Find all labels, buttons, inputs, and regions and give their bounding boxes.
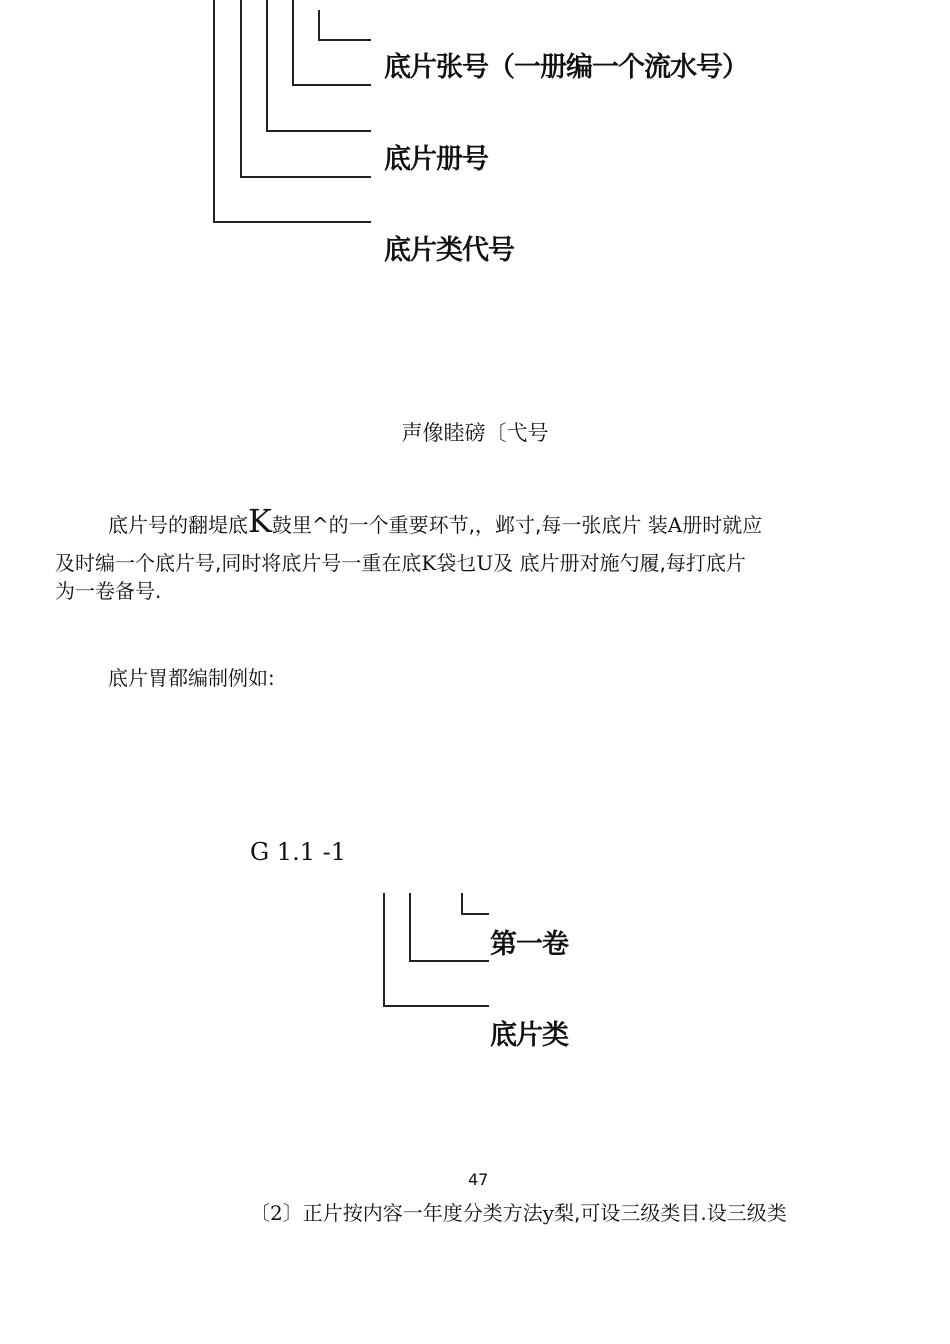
section-2-letter: y [542,1201,555,1225]
section-2-line [250,1197,787,1226]
paragraph-line-1-part-c: 册时就应 [682,513,763,537]
example-hline-1 [383,1005,489,1007]
example-vline-2 [409,893,411,962]
paragraph-line-1-big-letter: K [248,502,272,540]
paragraph-line-2-letter-2: U [476,551,494,575]
section-2-text-a: 正片按内容一年度分类方法 [302,1201,543,1225]
paragraph-line-1-part-b: 鼓里^的一个重要环节,，邺寸,每一张底片 装 [271,513,668,537]
tree-vline-5 [318,10,320,41]
paragraph-line-1-part-a: 底片号的翻堤底 [108,513,248,537]
volume-number-label: 底片册号 [384,144,488,175]
paragraph-line-1 [108,502,762,540]
paragraph-line-3: 为一卷备号. [55,579,162,603]
category-code-label: 底片类代号 [384,235,514,266]
example-hline-3 [461,913,489,915]
tree-hline-4 [292,84,371,86]
paragraph-line-1-letter: A [667,513,683,537]
example-vline-3 [461,893,463,915]
sheet-number-label: 底片张号（一册编一个流水号） [384,52,748,83]
section-2-number: 〔2〕 [250,1201,303,1225]
film-category-label: 底片类 [490,1020,568,1051]
page-number: 47 [468,1170,489,1189]
tree-hline-5 [318,39,371,41]
paragraph-line-2 [55,547,746,576]
tree-vline-3 [266,0,268,132]
example-intro: 底片胃都编制例如: [108,666,275,690]
example-hline-2 [409,960,489,962]
tree-hline-3 [266,130,371,132]
paragraph-line-2-part-c: 及 底片册对施勺履,每打底片 [493,551,746,575]
figure-caption: 声像睦磅〔弋号 [401,421,549,445]
example-vline-1 [383,893,385,1007]
section-2-text-b: 梨,可设三级类目.设三级类 [554,1201,787,1225]
paragraph-line-2-part-b: 袋乜 [436,551,477,575]
tree-hline-1 [213,221,371,223]
tree-vline-4 [292,0,294,86]
paragraph-line-2-part-a: 及时编一个底片号,同时将底片号一重在底 [55,551,422,575]
example-code: G 1.1 -1 [250,838,346,866]
roll-label: 第一卷 [490,929,568,960]
paragraph-line-2-letter-1: K [421,551,437,575]
tree-vline-2 [240,0,242,178]
tree-vline-1 [213,0,215,223]
tree-hline-2 [240,176,371,178]
